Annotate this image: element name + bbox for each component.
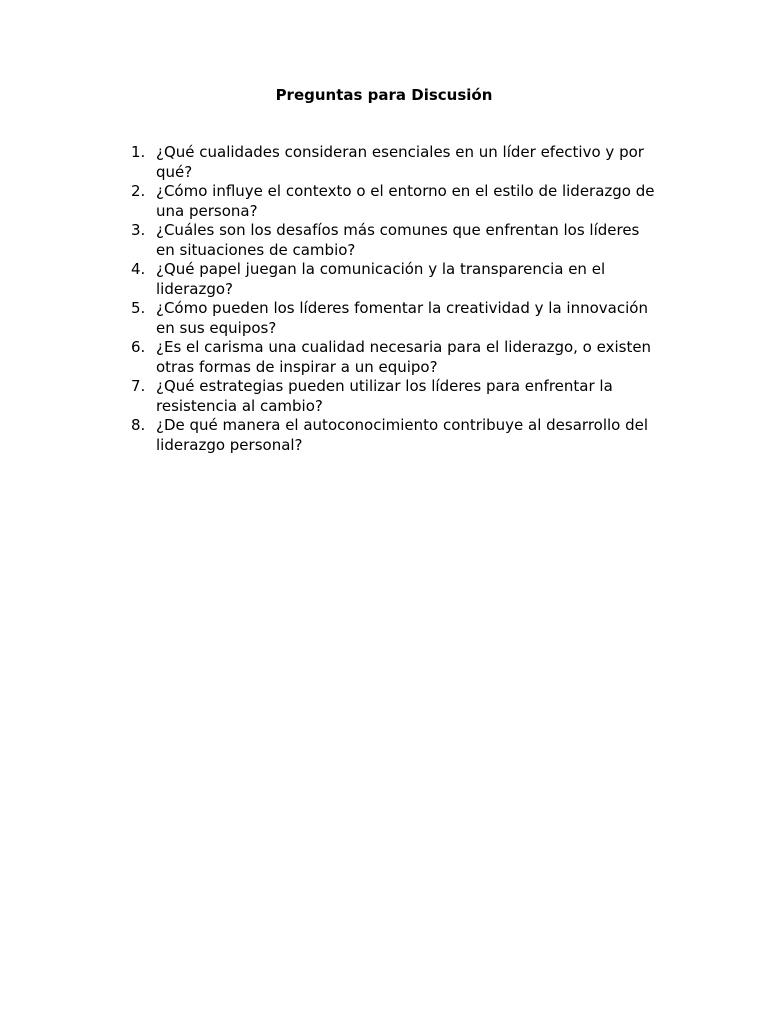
list-item — [131, 143, 661, 182]
list-item — [131, 377, 661, 416]
question-text: ¿Qué papel juegan la comunicación y la transparencia en el liderazgo? — [156, 260, 606, 298]
question-text: ¿Es el carisma una cualidad necesaria para el liderazgo, o existen otras formas de inspirar a un equipo? — [156, 338, 652, 376]
question-number: 1. — [131, 143, 146, 161]
list-item — [131, 221, 661, 260]
question-number: 2. — [131, 182, 146, 200]
list-item — [131, 299, 661, 338]
list-item — [131, 338, 661, 377]
question-text: ¿Cómo influye el contexto o el entorno en el estilo de liderazgo de una persona? — [156, 182, 655, 220]
question-text: ¿Cuáles son los desafíos más comunes que enfrentan los líderes en situaciones de cambio? — [156, 221, 640, 259]
question-list — [131, 143, 661, 455]
question-text: ¿Cómo pueden los líderes fomentar la creatividad y la innovación en sus equipos? — [156, 299, 648, 337]
list-item — [131, 182, 661, 221]
question-text: ¿De qué manera el autoconocimiento contribuye al desarrollo del liderazgo personal? — [156, 416, 649, 454]
page-title: Preguntas para Discusión — [275, 86, 493, 104]
list-item — [131, 260, 661, 299]
question-text: ¿Qué cualidades consideran esenciales en un líder efectivo y por qué? — [156, 143, 644, 181]
question-text: ¿Qué estrategias pueden utilizar los líderes para enfrentar la resistencia al cambio? — [156, 377, 613, 415]
question-number: 7. — [131, 377, 146, 395]
question-number: 6. — [131, 338, 146, 356]
question-number: 3. — [131, 221, 146, 239]
question-number: 5. — [131, 299, 146, 317]
question-number: 4. — [131, 260, 146, 278]
list-item — [131, 416, 661, 455]
question-number: 8. — [131, 416, 146, 434]
